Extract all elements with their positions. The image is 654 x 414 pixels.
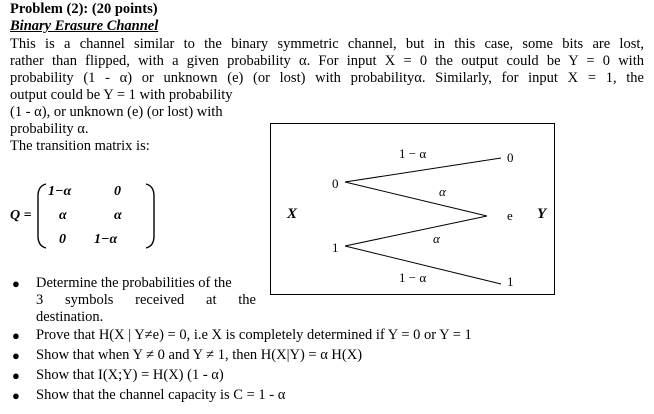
input-symbol-0: 0 xyxy=(332,176,339,191)
prob-top-one-minus-alpha: 1 − α xyxy=(399,146,427,161)
intro-line-4: output could be Y = 1 with probability xyxy=(10,87,233,103)
intro-line-3: probability (1 - α) or unknown (e) (or lost) with probabilityα. Similarly, for input X = 1, the xyxy=(10,70,644,86)
bullet-1-line-1: Determine the probabilities of the xyxy=(36,275,232,291)
section-title: Binary Erasure Channel xyxy=(10,18,159,34)
prob-alpha-lower: α xyxy=(433,231,440,246)
matrix-cell-r3c1: 0 xyxy=(59,232,66,247)
bullet-icon: ● xyxy=(12,348,20,363)
intro-line-6: probability α. xyxy=(10,121,89,137)
input-variable-x: X xyxy=(287,206,298,222)
matrix-cell-r2c1: α xyxy=(59,208,67,223)
channel-diagram xyxy=(270,123,555,295)
bullet-2: Prove that H(X | Y≠e) = 0, i.e X is completely determined if Y = 0 or Y = 1 xyxy=(36,327,472,343)
intro-line-2: rather than flipped, with a given probability α. For input X = 0 the output could be Y = 0 with xyxy=(10,53,644,69)
output-variable-y: Y xyxy=(537,206,547,222)
matrix-label: Q = xyxy=(10,208,32,223)
bullet-1-line-2: 3 symbols received at the xyxy=(36,292,256,308)
input-symbol-1: 1 xyxy=(332,240,339,255)
bullet-4: Show that I(X;Y) = H(X) (1 - α) xyxy=(36,367,224,383)
prob-bottom-one-minus-alpha: 1 − α xyxy=(399,270,427,285)
bullet-5: Show that the channel capacity is C = 1 - α xyxy=(36,387,286,403)
output-symbol-0: 0 xyxy=(507,150,514,165)
prob-alpha-upper: α xyxy=(439,184,446,199)
bullet-3: Show that when Y ≠ 0 and Y ≠ 1, then H(X|Y) = α H(X) xyxy=(36,347,363,363)
intro-line-1: This is a channel similar to the binary symmetric channel, but in this case, some bits are lost, xyxy=(10,36,644,52)
matrix-cell-r1c2: 0 xyxy=(114,184,121,199)
matrix-cell-r2c2: α xyxy=(114,208,122,223)
bullet-icon: ● xyxy=(12,276,20,291)
problem-title: Problem (2): (20 points) xyxy=(10,1,158,17)
output-symbol-1: 1 xyxy=(507,274,514,289)
bullet-icon: ● xyxy=(12,388,20,403)
output-symbol-e: e xyxy=(507,208,513,223)
bullet-1-line-3: destination. xyxy=(36,309,104,325)
intro-line-7: The transition matrix is: xyxy=(10,138,150,154)
bullet-icon: ● xyxy=(12,368,20,383)
edge-1-to-e xyxy=(345,216,487,246)
matrix-cell-r1c1: 1−α xyxy=(48,184,72,199)
bullet-icon: ● xyxy=(12,328,20,343)
intro-line-5: (1 - α), or unknown (e) (or lost) with xyxy=(10,104,223,120)
edge-0-to-e xyxy=(345,182,487,216)
matrix-cell-r3c2: 1−α xyxy=(94,232,118,247)
